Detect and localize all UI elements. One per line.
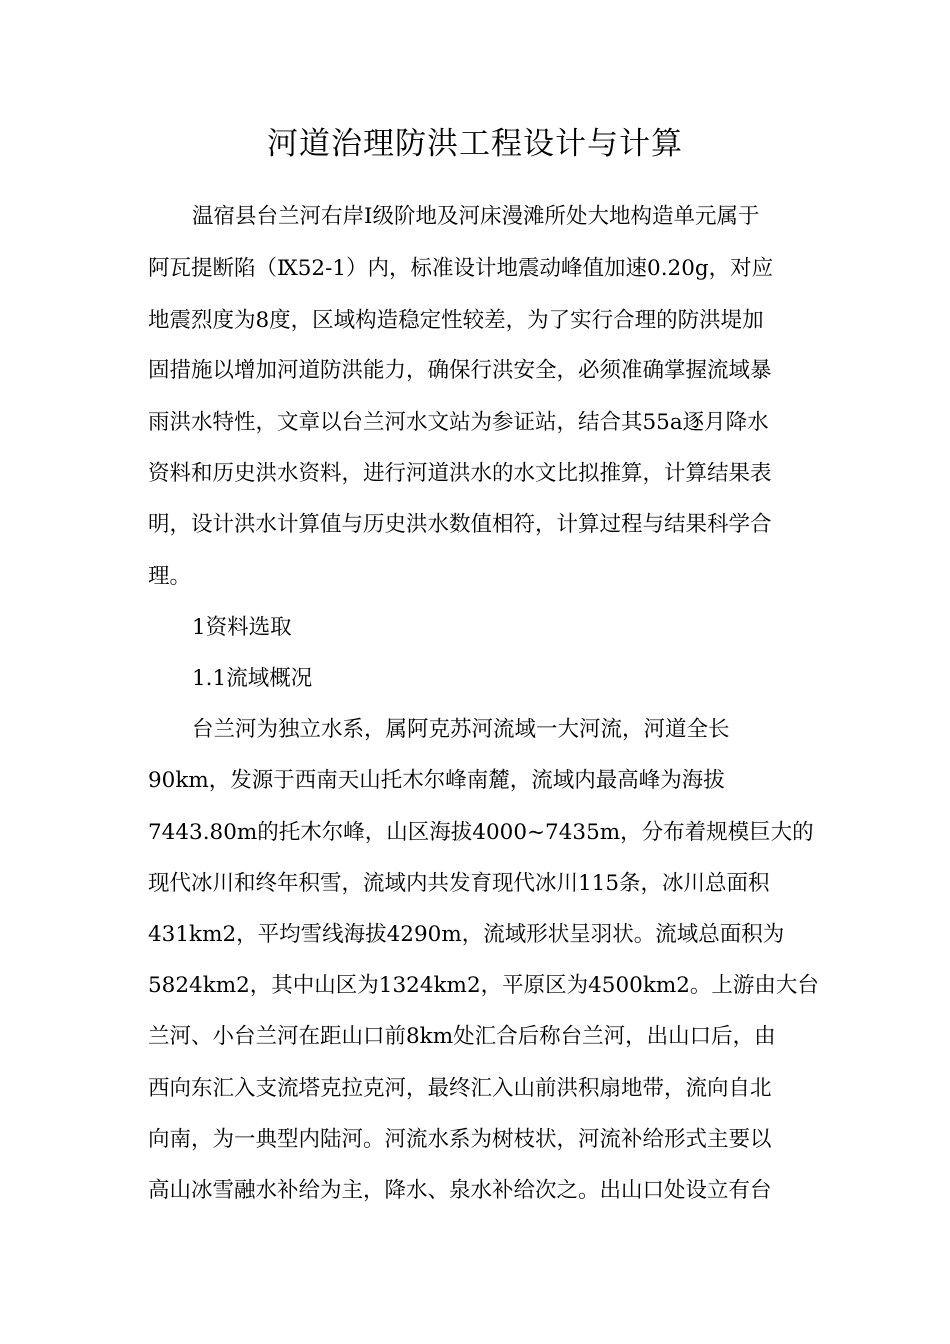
section-heading: 1资料选取 — [192, 615, 292, 640]
paragraph-line: 地震烈度为8度，区域构造稳定性较差，为了实行合理的防洪堤加 — [148, 308, 764, 333]
paragraph-line: 431km2，平均雪线海拔4290m，流域形状呈羽状。流域总面积为 — [148, 922, 785, 947]
paragraph-line: 明，设计洪水计算值与历史洪水数值相符，计算过程与结果科学合 — [148, 512, 772, 537]
paragraph-line: 7443.80m的托木尔峰，山区海拔4000~7435m，分布着规模巨大的 — [148, 820, 814, 845]
subsection-heading: 1.1流域概况 — [192, 666, 313, 691]
paragraph-line: 温宿县台兰河右岸Ⅰ级阶地及河床漫滩所处大地构造单元属于 — [192, 204, 760, 229]
paragraph-line: 90km，发源于西南天山托木尔峰南麓，流域内最高峰为海拔 — [148, 768, 725, 793]
paragraph-line: 阿瓦提断陷（Ⅸ52-1）内，标准设计地震动峰值加速0.20g，对应 — [148, 256, 774, 281]
paragraph-line: 向南，为一典型内陆河。河流水系为树枝状，河流补给形式主要以 — [148, 1127, 772, 1152]
paragraph-line: 高山冰雪融水补给为主，降水、泉水补给次之。出山口处设立有台 — [148, 1178, 772, 1203]
document-title: 河道治理防洪工程设计与计算 — [267, 126, 683, 162]
paragraph-line: 台兰河为独立水系，属阿克苏河流域一大河流，河道全长 — [192, 717, 730, 742]
paragraph-line: 固措施以增加河道防洪能力，确保行洪安全，必须准确掌握流域暴 — [148, 358, 772, 383]
paragraph-line: 5824km2，其中山区为1324km2，平原区为4500km2。上游由大台 — [148, 973, 819, 998]
paragraph-line: 资料和历史洪水资料，进行河道洪水的水文比拟推算，计算结果表 — [148, 461, 772, 486]
paragraph-line: 雨洪水特性，文章以台兰河水文站为参证站，结合其55a逐月降水 — [148, 410, 769, 435]
paragraph-line: 理。 — [148, 564, 192, 589]
paragraph-line: 西向东汇入支流塔克拉克河，最终汇入山前洪积扇地带，流向自北 — [148, 1076, 772, 1101]
paragraph-line: 现代冰川和终年积雪，流域内共发育现代冰川115条，冰川总面积 — [148, 871, 770, 896]
paragraph-line: 兰河、小台兰河在距山口前8km处汇合后称台兰河，出山口后，由 — [148, 1024, 776, 1049]
